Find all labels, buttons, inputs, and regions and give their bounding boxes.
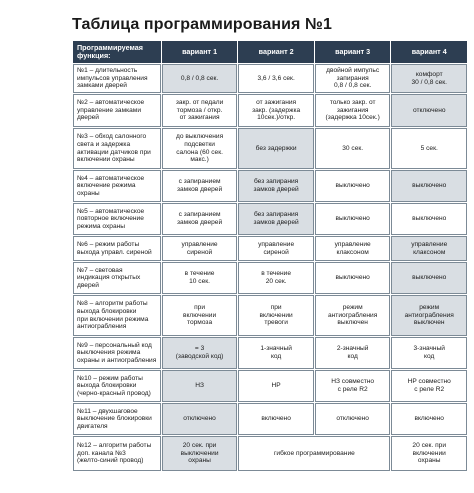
table-row bbox=[73, 236, 467, 261]
option-cell: только закр. от зажигания (задержка 10сек.) bbox=[315, 94, 391, 127]
option-cell: НР совместно с реле R2 bbox=[391, 370, 467, 402]
option-cell: 30 сек. bbox=[315, 128, 391, 169]
option-cell: выключено bbox=[391, 262, 467, 294]
table-row bbox=[73, 64, 467, 93]
header-variant-1: вариант 1 bbox=[162, 41, 238, 63]
option-cell: отключено bbox=[315, 403, 391, 435]
option-cell: 20 сек. при включении охраны bbox=[391, 436, 467, 471]
function-cell: №3 – обход салонного света и задержка активации датчиков при включении охраны bbox=[73, 128, 161, 169]
option-cell: комфорт 30 / 0,8 сек. bbox=[391, 64, 467, 93]
option-cell: без задержки bbox=[238, 128, 314, 169]
header-variant-3: вариант 3 bbox=[315, 41, 391, 63]
table-header-row bbox=[73, 41, 467, 63]
option-cell: включено bbox=[391, 403, 467, 435]
option-cell: 1-значный код bbox=[238, 337, 314, 369]
table-row bbox=[73, 262, 467, 294]
option-cell: в течение 20 сек. bbox=[238, 262, 314, 294]
table-row bbox=[73, 436, 467, 471]
option-cell: управление сиреной bbox=[162, 236, 238, 261]
option-cell: выключено bbox=[315, 170, 391, 202]
option-cell: с запиранием замков дверей bbox=[162, 170, 238, 202]
programming-table bbox=[72, 40, 468, 472]
function-cell: №6 – режим работы выхода управл. сиреной bbox=[73, 236, 161, 261]
option-cell: выключено bbox=[391, 170, 467, 202]
table-row bbox=[73, 403, 467, 435]
option-cell-span: гибкое программирование bbox=[238, 436, 390, 471]
option-cell: выключено bbox=[315, 203, 391, 235]
header-variant-2: вариант 2 bbox=[238, 41, 314, 63]
table-row bbox=[73, 170, 467, 202]
option-cell: отключено bbox=[162, 403, 238, 435]
function-cell: №8 – алгоритм работы выхода блокировки при включении режима антиограбления bbox=[73, 295, 161, 336]
option-cell: закр. от педали тормоза / откр. от зажигания bbox=[162, 94, 238, 127]
option-cell: отключено bbox=[391, 94, 467, 127]
header-function: Программируемая функция: bbox=[73, 41, 161, 63]
option-cell: до выключения подсветки салона (60 сек. макс.) bbox=[162, 128, 238, 169]
option-cell: управление клаксоном bbox=[391, 236, 467, 261]
option-cell: выключено bbox=[315, 262, 391, 294]
option-cell: 0,8 / 0,8 сек. bbox=[162, 64, 238, 93]
option-cell: управление клаксоном bbox=[315, 236, 391, 261]
function-cell: №7 – световая индикация открытых дверей bbox=[73, 262, 161, 294]
option-cell: НЗ bbox=[162, 370, 238, 402]
option-cell: режим антиограбления выключен bbox=[391, 295, 467, 336]
option-cell: в течение 10 сек. bbox=[162, 262, 238, 294]
option-cell: НЗ совместно с реле R2 bbox=[315, 370, 391, 402]
option-cell: 3-значный код bbox=[391, 337, 467, 369]
option-cell: управление сиреной bbox=[238, 236, 314, 261]
table-row bbox=[73, 295, 467, 336]
table-row bbox=[73, 203, 467, 235]
option-cell: при включении тревоги bbox=[238, 295, 314, 336]
table-row bbox=[73, 94, 467, 127]
option-cell: двойной импульс запирания 0,8 / 0,8 сек. bbox=[315, 64, 391, 93]
option-cell: НР bbox=[238, 370, 314, 402]
table-row bbox=[73, 337, 467, 369]
page-title: Таблица программирования №1 bbox=[72, 16, 332, 33]
function-cell: №2 – автоматическое управление замками дверей bbox=[73, 94, 161, 127]
function-cell: №11 – двухшаговое выключение блокировки двигателя bbox=[73, 403, 161, 435]
option-cell: 2-значный код bbox=[315, 337, 391, 369]
option-cell: 3,6 / 3,6 сек. bbox=[238, 64, 314, 93]
option-cell: = 3 (заводской код) bbox=[162, 337, 238, 369]
function-cell: №10 – режим работы выхода блокировки (черно-красный провод) bbox=[73, 370, 161, 402]
option-cell: с запиранием замков дверей bbox=[162, 203, 238, 235]
option-cell: без запирания замков дверей bbox=[238, 170, 314, 202]
function-cell: №5 – автоматическое повторное включение режима охраны bbox=[73, 203, 161, 235]
option-cell: включено bbox=[238, 403, 314, 435]
option-cell: без запирания замков дверей bbox=[238, 203, 314, 235]
header-variant-4: вариант 4 bbox=[391, 41, 467, 63]
option-cell: 20 сек. при выключении охраны bbox=[162, 436, 238, 471]
function-cell: №1 – длительность импульсов управления замками дверей bbox=[73, 64, 161, 93]
option-cell: от зажигания закр. (задержка 10сек.)/откр. bbox=[238, 94, 314, 127]
function-cell: №12 – алгоритм работы доп. канала №3 (желто-синий провод) bbox=[73, 436, 161, 471]
function-cell: №9 – персональный код выключения режима охраны и антиограбления bbox=[73, 337, 161, 369]
function-cell: №4 – автоматическое включение режима охраны bbox=[73, 170, 161, 202]
option-cell: при включении тормоза bbox=[162, 295, 238, 336]
option-cell: 5 сек. bbox=[391, 128, 467, 169]
option-cell: режим антиограбления выключен bbox=[315, 295, 391, 336]
option-cell: выключено bbox=[391, 203, 467, 235]
table-row bbox=[73, 370, 467, 402]
table-row bbox=[73, 128, 467, 169]
